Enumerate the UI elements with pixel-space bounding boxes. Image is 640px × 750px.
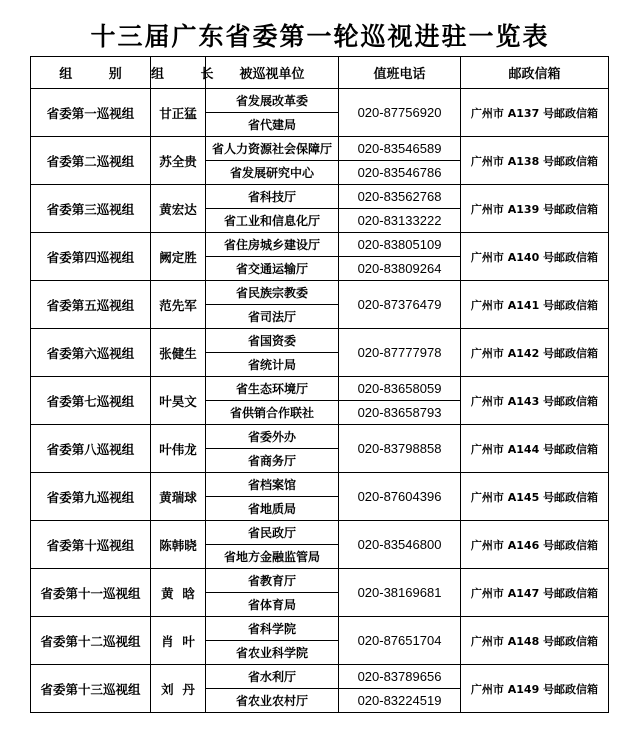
group-name: 省委第九巡视组 bbox=[31, 473, 151, 521]
inspected-unit: 省科技厅 bbox=[206, 185, 339, 209]
group-name: 省委第二巡视组 bbox=[31, 137, 151, 185]
group-name: 省委第五巡视组 bbox=[31, 281, 151, 329]
group-leader: 叶昊文 bbox=[151, 377, 206, 425]
duty-phone: 020-83805109 bbox=[339, 233, 461, 257]
header-mailbox: 邮政信箱 bbox=[461, 57, 609, 89]
group-leader: 刘 丹 bbox=[151, 665, 206, 713]
duty-phone: 020-87777978 bbox=[339, 329, 461, 377]
group-leader: 黄宏达 bbox=[151, 185, 206, 233]
inspected-unit: 省民政厅 bbox=[206, 521, 339, 545]
table-row bbox=[31, 617, 609, 641]
header-phone: 值班电话 bbox=[339, 57, 461, 89]
mailbox: 广州市 A149 号邮政信箱 bbox=[461, 665, 609, 713]
table-row bbox=[31, 569, 609, 593]
duty-phone: 020-83562768 bbox=[339, 185, 461, 209]
inspected-unit: 省农业科学院 bbox=[206, 641, 339, 665]
inspected-unit: 省档案馆 bbox=[206, 473, 339, 497]
mailbox: 广州市 A147 号邮政信箱 bbox=[461, 569, 609, 617]
group-name: 省委第十三巡视组 bbox=[31, 665, 151, 713]
header-leader-label: 组 长 bbox=[151, 67, 230, 82]
group-name: 省委第十一巡视组 bbox=[31, 569, 151, 617]
page-title: 十三届广东省委第一轮巡视进驻一览表 bbox=[90, 22, 550, 51]
table-row bbox=[31, 377, 609, 401]
group-leader: 陈韩晓 bbox=[151, 521, 206, 569]
group-name: 省委第八巡视组 bbox=[31, 425, 151, 473]
inspected-unit: 省代建局 bbox=[206, 113, 339, 137]
table-row bbox=[31, 185, 609, 209]
inspected-unit: 省教育厅 bbox=[206, 569, 339, 593]
table-row bbox=[31, 137, 609, 161]
inspected-unit: 省人力资源社会保障厅 bbox=[206, 137, 339, 161]
inspected-unit: 省民族宗教委 bbox=[206, 281, 339, 305]
group-name: 省委第四巡视组 bbox=[31, 233, 151, 281]
table-row bbox=[31, 89, 609, 113]
group-leader: 肖 叶 bbox=[151, 617, 206, 665]
table-row bbox=[31, 473, 609, 497]
header-group-label: 组 别 bbox=[59, 67, 138, 82]
inspected-unit: 省国资委 bbox=[206, 329, 339, 353]
duty-phone: 020-83658059 bbox=[339, 377, 461, 401]
mailbox: 广州市 A141 号邮政信箱 bbox=[461, 281, 609, 329]
inspected-unit: 省司法厅 bbox=[206, 305, 339, 329]
inspected-unit: 省发展改革委 bbox=[206, 89, 339, 113]
group-leader: 苏全贵 bbox=[151, 137, 206, 185]
duty-phone: 020-83658793 bbox=[339, 401, 461, 425]
group-leader: 甘正猛 bbox=[151, 89, 206, 137]
mailbox: 广州市 A137 号邮政信箱 bbox=[461, 89, 609, 137]
group-name: 省委第三巡视组 bbox=[31, 185, 151, 233]
table-row bbox=[31, 281, 609, 305]
group-leader: 叶伟龙 bbox=[151, 425, 206, 473]
inspection-table bbox=[30, 56, 609, 713]
duty-phone: 020-83546800 bbox=[339, 521, 461, 569]
duty-phone: 020-38169681 bbox=[339, 569, 461, 617]
group-name: 省委第十二巡视组 bbox=[31, 617, 151, 665]
duty-phone: 020-83224519 bbox=[339, 689, 461, 713]
table-row bbox=[31, 521, 609, 545]
inspected-unit: 省农业农村厅 bbox=[206, 689, 339, 713]
mailbox: 广州市 A139 号邮政信箱 bbox=[461, 185, 609, 233]
mailbox: 广州市 A146 号邮政信箱 bbox=[461, 521, 609, 569]
header-leader bbox=[151, 57, 230, 89]
inspected-unit: 省交通运输厅 bbox=[206, 257, 339, 281]
group-leader: 黄 晗 bbox=[151, 569, 206, 617]
duty-phone: 020-83809264 bbox=[339, 257, 461, 281]
table-row bbox=[31, 425, 609, 449]
duty-phone: 020-83789656 bbox=[339, 665, 461, 689]
group-name: 省委第六巡视组 bbox=[31, 329, 151, 377]
duty-phone: 020-87756920 bbox=[339, 89, 461, 137]
group-leader: 范先军 bbox=[151, 281, 206, 329]
group-name: 省委第七巡视组 bbox=[31, 377, 151, 425]
group-leader: 黄瑞球 bbox=[151, 473, 206, 521]
inspected-unit: 省住房城乡建设厅 bbox=[206, 233, 339, 257]
duty-phone: 020-87651704 bbox=[339, 617, 461, 665]
duty-phone: 020-83133222 bbox=[339, 209, 461, 233]
table-row bbox=[31, 329, 609, 353]
table-body bbox=[31, 89, 609, 713]
inspected-unit: 省生态环境厅 bbox=[206, 377, 339, 401]
mailbox: 广州市 A138 号邮政信箱 bbox=[461, 137, 609, 185]
table-row bbox=[31, 233, 609, 257]
group-name: 省委第一巡视组 bbox=[31, 89, 151, 137]
table-row bbox=[31, 665, 609, 689]
header-unit: 被巡视单位 bbox=[206, 57, 339, 89]
group-leader: 张健生 bbox=[151, 329, 206, 377]
mailbox: 广州市 A143 号邮政信箱 bbox=[461, 377, 609, 425]
header-row bbox=[31, 57, 609, 89]
inspected-unit: 省供销合作联社 bbox=[206, 401, 339, 425]
group-name: 省委第十巡视组 bbox=[31, 521, 151, 569]
inspected-unit: 省科学院 bbox=[206, 617, 339, 641]
header-group bbox=[31, 57, 151, 89]
duty-phone: 020-87604396 bbox=[339, 473, 461, 521]
inspected-unit: 省体育局 bbox=[206, 593, 339, 617]
mailbox: 广州市 A144 号邮政信箱 bbox=[461, 425, 609, 473]
inspected-unit: 省委外办 bbox=[206, 425, 339, 449]
inspected-unit: 省工业和信息化厅 bbox=[206, 209, 339, 233]
inspected-unit: 省地方金融监管局 bbox=[206, 545, 339, 569]
duty-phone: 020-83546589 bbox=[339, 137, 461, 161]
mailbox: 广州市 A145 号邮政信箱 bbox=[461, 473, 609, 521]
mailbox: 广州市 A142 号邮政信箱 bbox=[461, 329, 609, 377]
inspected-unit: 省发展研究中心 bbox=[206, 161, 339, 185]
group-leader: 阙定胜 bbox=[151, 233, 206, 281]
inspected-unit: 省商务厅 bbox=[206, 449, 339, 473]
duty-phone: 020-83546786 bbox=[339, 161, 461, 185]
inspected-unit: 省统计局 bbox=[206, 353, 339, 377]
mailbox: 广州市 A148 号邮政信箱 bbox=[461, 617, 609, 665]
mailbox: 广州市 A140 号邮政信箱 bbox=[461, 233, 609, 281]
duty-phone: 020-83798858 bbox=[339, 425, 461, 473]
inspected-unit: 省水利厅 bbox=[206, 665, 339, 689]
inspected-unit: 省地质局 bbox=[206, 497, 339, 521]
duty-phone: 020-87376479 bbox=[339, 281, 461, 329]
